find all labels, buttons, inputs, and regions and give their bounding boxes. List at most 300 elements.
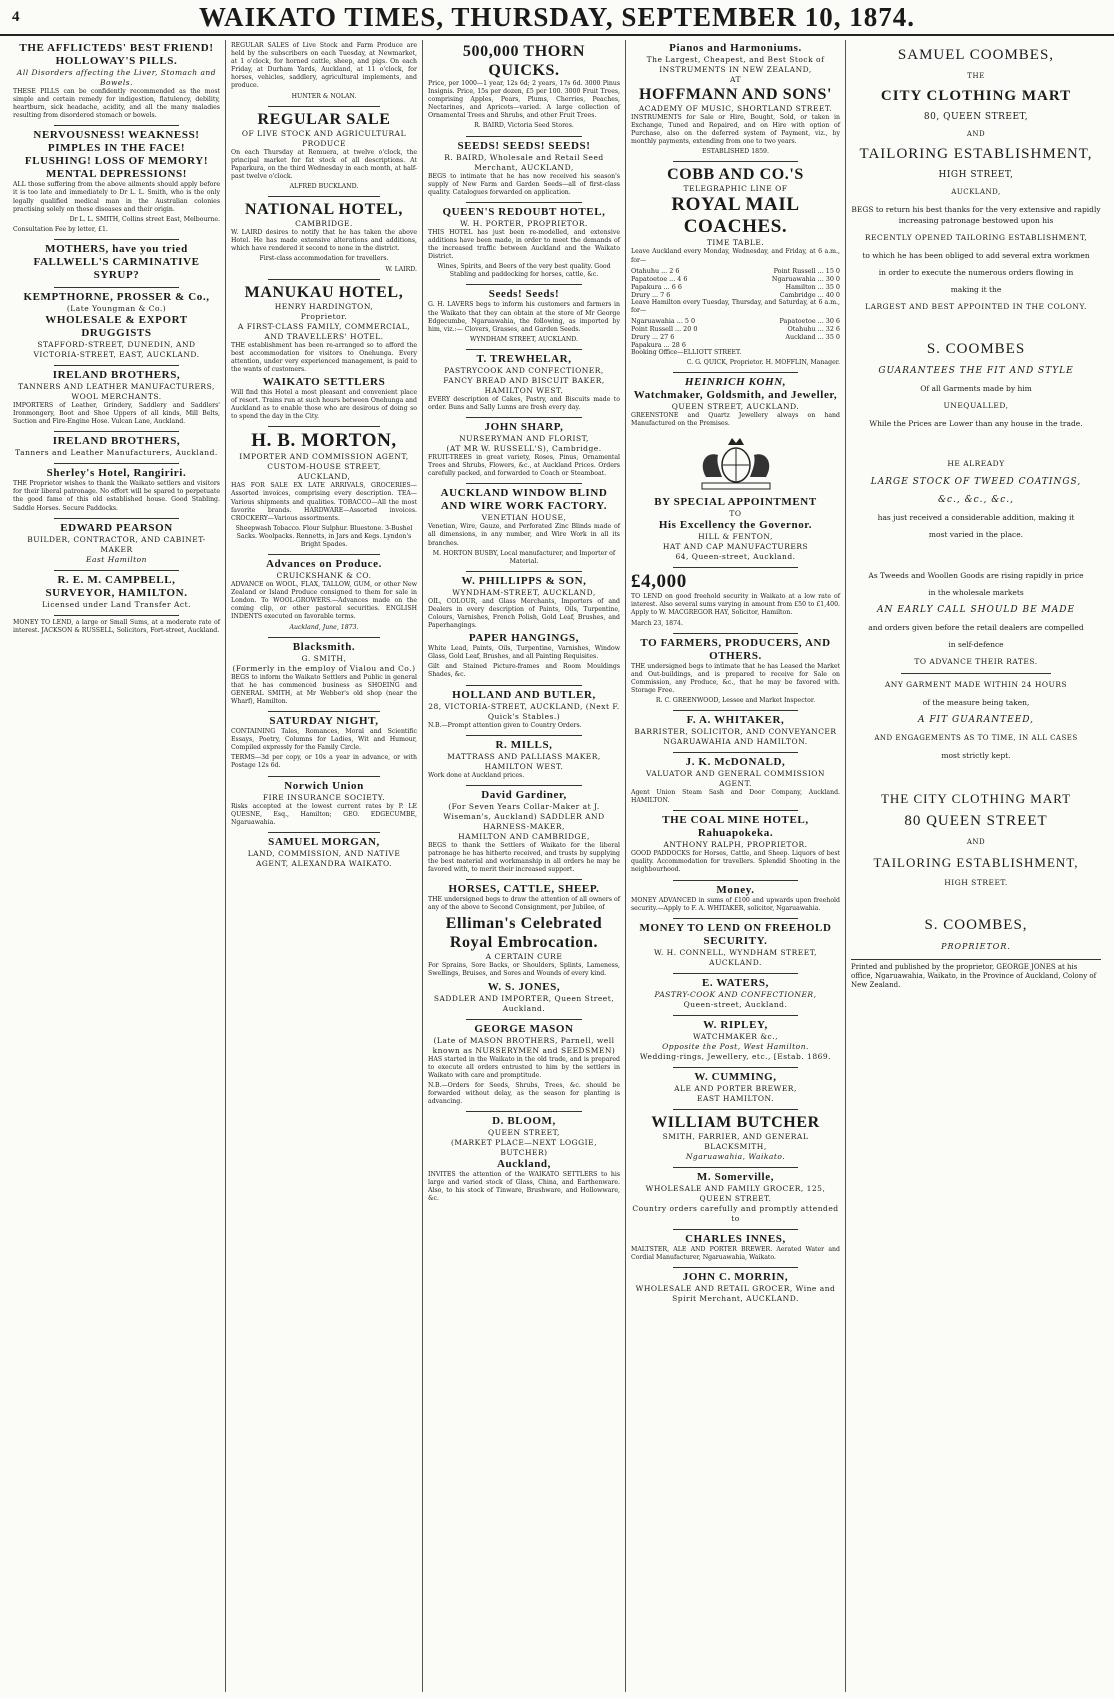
ad-heading: S. COOMBES, <box>924 917 1028 933</box>
spacer <box>851 435 1101 453</box>
ad-subheading: Tanners and Leather Manufacturers, Auckland. <box>15 448 218 458</box>
divider <box>268 711 380 712</box>
ad-phillipps <box>428 575 620 680</box>
ad-dr-smith <box>13 129 220 234</box>
ad-subheading: ANTHONY RALPH, PROPRIETOR. <box>663 840 808 850</box>
divider <box>901 673 1051 674</box>
ad-subheading: AUCKLAND, <box>297 472 351 482</box>
ad-heading: Blacksmith. <box>292 640 356 653</box>
ad-heading: M. Somerville, <box>696 1170 775 1183</box>
divider <box>54 463 178 464</box>
divider <box>466 202 581 203</box>
timetable-row: Papakura ... 6 6 Hamilton ... 35 0 <box>631 282 840 291</box>
ad-subheading: (For Seven Years Collar-Maker at J. Wiseman's, Auckland) SADDLER AND HARNESS-MAKER, <box>443 801 605 831</box>
ad-subheading: TANNERS AND LEATHER MANUFACTURERS, WOOL MERCHANTS. <box>18 381 215 401</box>
ad-heading: IRELAND BROTHERS, <box>52 435 181 448</box>
divider <box>268 776 380 777</box>
divider <box>673 372 798 373</box>
ad-line: AND <box>966 838 986 846</box>
ad-morton <box>231 430 417 549</box>
ad-body: BEGS to inform the Waikato Settlers and Public in general that he has commenced business as SHOEING and GENERAL SMITH, at Mr Webber's old shop (near the Wharf), Hamilton. <box>231 673 417 705</box>
ad-heading: SAMUEL COOMBES, <box>897 47 1055 63</box>
ad-elliman <box>428 883 620 1013</box>
ad-subheading: 28, VICTORIA-STREET, AUCKLAND, (Next F. Quick's Stables.) <box>428 701 620 721</box>
ad-blacksmith <box>231 641 417 706</box>
ad-heading: SATURDAY NIGHT, <box>269 715 379 728</box>
ad-body: IMPORTERS of Leather, Grindery, Saddlery and Saddlers' Ironmongery, Boot and Shoe Uppers of all kinds, Mill Belts, Suction and Fire-Engine Hose. Vulcan Lane, Auckland. <box>13 401 220 426</box>
timetable-row: Ngaruawahia ... 5 0 Papatoetoe ... 30 6 <box>631 316 840 325</box>
ad-line: BEGS to return his best thanks for the very extensive and rapidly increasing patronage bestowed upon his <box>851 205 1101 225</box>
ad-body: Agent Union Steam Sash and Door Company, Auckland. HAMILTON. <box>631 789 840 805</box>
ad-heading: E. WATERS, <box>701 976 770 989</box>
ad-body: INSTRUMENTS for Sale or Hire, Bought, Sold, or taken in Exchange, Tuned and Repaired, and on Hire with option of Purchase, also on the deferred system of Payment, viz., by monthly payments, extending from one to two years. ESTABLISHED 1859. <box>631 114 840 156</box>
ad-heading: WHOLESALE & EXPORT DRUGGISTS <box>45 313 188 339</box>
ad-line: of the measure being taken, <box>922 698 1030 707</box>
ad-subheading: STAFFORD-STREET, DUNEDIN, AND VICTORIA-STREET, EAST, AUCKLAND. <box>33 339 200 359</box>
ad-innes <box>631 1233 840 1262</box>
divider <box>673 752 798 753</box>
ad-norwich-union <box>231 780 417 827</box>
ad-subheading: East Hamilton <box>86 554 147 564</box>
ad-kohn <box>631 376 840 428</box>
divider <box>673 161 798 162</box>
ad-heading: D. BLOOM, <box>492 1115 556 1128</box>
ad-body: OIL, COLOUR, and Glass Merchants, Importers of and Dealers in every description of Paints, Oils, Turpentine, Colours, Varnishes, French Polish, Gold Leaf, Brushes, and Paperhangings. <box>428 597 620 630</box>
ad-body: Work done at Auckland prices. <box>428 771 525 779</box>
ad-line: LARGE STOCK OF TWEED COATINGS, <box>870 477 1082 487</box>
ad-body: MALTSTER, ALE AND PORTER BREWER. Aerated Water and Cordial Manufacturer, Ngaruawahia, Waikato. <box>631 1245 840 1261</box>
royal-crest-icon <box>676 433 796 493</box>
ad-heading: Watchmaker, Goldsmith, and Jeweller, <box>633 389 838 402</box>
ad-subheading: R. BAIRD, Wholesale and Retail Seed Merchant, AUCKLAND, <box>444 152 604 172</box>
ad-heading: Seeds! Seeds! <box>488 288 560 301</box>
ad-heading: SAMUEL MORGAN, <box>268 835 380 848</box>
printer-imprint: Printed and published by the proprietor, GEORGE JONES at his office, Ngaruawahia, Waikato, in the Province of Auckland, Colony of New Zealand. <box>851 959 1101 990</box>
ad-heading: F. A. WHITAKER, <box>686 714 785 727</box>
ad-subheading: G. SMITH, <box>301 653 347 663</box>
ad-subheading: CRUICKSHANK & CO. <box>276 571 372 581</box>
ad-subheading: HILL & FENTON, <box>698 532 773 542</box>
ad-heading: REGULAR SALE <box>257 110 391 128</box>
ad-coal-mine-hotel <box>631 814 840 874</box>
ad-body: White Lead, Paints, Oils, Turpentine, Varnishes, Window Glass, Gold Leaf, Brushes, and all Painting Requisites. Gilt and Stained Picture-frames and Room Mouldings Shades, &c. <box>428 645 620 679</box>
ad-money <box>631 884 840 913</box>
ad-heading: IRELAND BROTHERS, <box>52 368 181 381</box>
ad-hoffmann <box>631 42 840 156</box>
divider <box>268 196 380 197</box>
ad-line: AN EARLY CALL SHOULD BE MADE <box>876 605 1076 615</box>
ad-heading: TAILORING ESTABLISHMENT, <box>859 146 1093 162</box>
ad-hill-fenton <box>631 496 840 562</box>
ad-subheading: W. H. CONNELL, WYNDHAM STREET, AUCKLAND. <box>654 947 817 967</box>
ad-heading: WILLIAM BUTCHER <box>651 1113 820 1131</box>
column-3 <box>423 40 626 1692</box>
ad-heading: BY SPECIAL APPOINTMENT <box>654 496 817 509</box>
ad-line: and orders given before the retail dealers are compelled <box>868 623 1084 632</box>
divider <box>268 426 380 427</box>
ad-subheading: EAST HAMILTON. <box>696 1093 774 1103</box>
divider <box>673 633 798 634</box>
divider <box>673 567 798 568</box>
ad-body: Price, per 1000—1 year, 12s 6d; 2 years, 17s 6d. 3000 Pinus Insignis. Price, 15s per dozen, £5 per 100. 3000 Fruit Trees, comprising Apples, Pears, Plums, Cherries, Peaches, Nectarines, and Apricots—varied. A large collection of Ornamental Trees and Shrubs, and other Fruit Trees. R. BAIRD, Victoria Seed Stores. <box>428 80 620 130</box>
ad-heading: H. B. MORTON, <box>251 430 397 452</box>
ad-subheading: W. H. PORTER, PROPRIETOR. <box>460 218 588 228</box>
ad-subheading: PASTRYCOOK AND CONFECTIONER, FANCY BREAD AND BISCUIT BAKER, <box>443 365 605 385</box>
ad-subheading: HAMILTON AND CAMBRIDGE, <box>458 831 590 841</box>
divider <box>268 832 380 833</box>
divider <box>466 1111 581 1112</box>
ad-george-mason <box>428 1023 620 1107</box>
column-1 <box>8 40 226 1692</box>
ad-heading: Sherley's Hotel, Rangiriri. <box>46 467 187 480</box>
ad-subheading: NGARUAWAHIA AND HAMILTON. <box>663 737 808 747</box>
divider <box>466 483 581 484</box>
spacer <box>851 546 1101 564</box>
ad-heading: Pianos and Harmoniums. <box>669 42 802 54</box>
divider <box>466 136 581 137</box>
ad-window-blind <box>428 487 620 565</box>
ad-heading: R. MILLS, <box>495 738 553 751</box>
ad-holland-butler <box>428 689 620 730</box>
divider <box>54 518 178 519</box>
ad-heading: NERVOUSNESS! WEAKNESS! PIMPLES IN THE FACE! FLUSHING! LOSS OF MEMORY! MENTAL DEPRESSIONS! <box>24 129 209 181</box>
divider <box>466 417 581 418</box>
divider <box>54 570 178 571</box>
ad-line: HIGH STREET. <box>944 878 1008 887</box>
divider <box>54 239 178 240</box>
ad-line: TO ADVANCE THEIR RATES. <box>914 657 1038 666</box>
ad-line: to which he has been obliged to add several extra workmen <box>862 251 1090 260</box>
ad-heading: PAPER HANGINGS, <box>468 632 580 645</box>
ad-body: THESE PILLS can be confidently recommended as the most simple and certain remedy for indigestion, flatulency, debility, heartburn, sick headache, acidity, and all the many maladies resulting from disordered stomach or bowels. <box>13 88 220 120</box>
divider <box>466 785 581 786</box>
ad-subheading: OF LIVE STOCK AND AGRICULTURAL PRODUCE <box>241 128 407 148</box>
ad-heading: W. PHILLIPPS & SON, <box>461 574 587 587</box>
ad-heading: MOTHERS, have you tried FALLWELL'S CARMINATIVE SYRUP? <box>33 242 200 281</box>
ad-body: THE undersigned begs to draw the attention of all owners of any of the above to Second Consignment, per Jubilee, of <box>428 896 620 912</box>
ad-manukau-hotel <box>231 283 417 422</box>
ad-heading: Money. <box>716 883 755 896</box>
ad-samuel-morgan <box>231 836 417 869</box>
ad-heading: EDWARD PEARSON <box>60 521 173 534</box>
ad-heading: His Excellency the Governor. <box>658 519 813 532</box>
divider <box>673 710 798 711</box>
ad-body: BEGS to thank the Settlers of Waikato for the liberal patronage he has hitherto received, and trusts by supplying the best material and workmanship in all orders he may be favored with, to merit their increased support. <box>428 841 620 874</box>
ad-subheading: Ngaruawahia, Waikato. <box>685 1151 786 1161</box>
ad-line: GUARANTEES THE FIT AND STYLE <box>878 366 1074 376</box>
ad-subheading: HENRY HARDINGTON, <box>274 301 374 311</box>
ad-body: Will find this Hotel a most pleasant and convenient place of resort. Trains run at such hours between Onehunga and Auckland as to enable those who are desirous of doing so to spend the day in the City. <box>231 388 417 421</box>
ad-subheading: (Formerly in the employ of Vialou and Co.) <box>232 663 416 673</box>
timetable-row: Point Russell ... 20 0 Otahuhu ... 32 6 <box>631 324 840 333</box>
ad-subheading: BUILDER, CONTRACTOR, AND CABINET-MAKER <box>27 534 206 554</box>
ad-ireland-1 <box>13 369 220 426</box>
ad-heading: WAIKATO SETTLERS <box>262 375 386 388</box>
ad-heading: Auckland, <box>496 1158 551 1171</box>
divider <box>54 615 178 616</box>
ad-body: HAS started in the Waikato in the old trade, and is prepared to execute all orders entrusted to him by the settlers in Waikato with care and promptitude. N.B.—Orders for Seeds, Shrubs, Trees, &c. should be forwarded without delay, as the season for planting is advancing. <box>428 1055 620 1105</box>
divider <box>673 973 798 974</box>
divider <box>673 810 798 811</box>
timetable-row: Otahuhu ... 2 6 Point Russell ... 15 0 <box>631 266 840 275</box>
ad-subheading: ACADEMY OF MUSIC, SHORTLAND STREET. <box>638 104 833 113</box>
ad-body: REGULAR SALES of Live Stock and Farm Produce are held by the subscribers on each Tuesday, at Newmarket, at 1 o'clock, for horned cattle, sheep, and pigs. On each Friday, at Durham Yards, Auckland, at 11 o'clock, for horses, vehicles, saddlery, agricultural implements, and produce. HUNTER & NOLAN. <box>231 42 417 100</box>
divider <box>466 284 581 285</box>
ad-seeds-baird <box>428 140 620 197</box>
ad-heading: JOHN C. MORRIN, <box>682 1270 789 1283</box>
divider <box>466 735 581 736</box>
ad-heading: AUCKLAND WINDOW BLIND AND WIRE WORK FACTORY. <box>440 487 608 513</box>
ad-heading: JOHN SHARP, <box>484 421 564 434</box>
ad-connell <box>631 922 840 968</box>
ad-sherley-hotel <box>13 467 220 512</box>
ad-line: AUCKLAND, <box>951 188 1001 196</box>
ad-farmers <box>631 637 840 705</box>
ad-heading: HOLLAND AND BUTLER, <box>452 688 596 701</box>
ad-subheading: Licensed under Land Transfer Act. <box>41 599 192 609</box>
ad-line: While the Prices are Lower than any house in the trade. <box>869 419 1083 428</box>
divider <box>673 918 798 919</box>
ad-william-butcher <box>631 1113 840 1162</box>
divider <box>673 1015 798 1016</box>
ad-line: ANY GARMENT MADE WITHIN 24 HOURS <box>884 680 1068 689</box>
ad-subheading: TO <box>729 509 742 519</box>
ad-subheading: TELEGRAPHIC LINE OF <box>683 184 788 194</box>
ad-cumming <box>631 1071 840 1104</box>
ad-line: &c., &c., &c., <box>937 495 1015 505</box>
ad-body: On each Thursday at Remuera, at twelve o'clock, the principal market for fat stock of all descriptions. At Paparkura, on the third Wednesday in each month, at half-past twelve o'clock. ALFRED BUCKLAND. <box>231 148 417 191</box>
ad-line: As Tweeds and Woollen Goods are rising rapidly in price <box>868 571 1084 580</box>
ad-line: LARGEST AND BEST APPOINTED IN THE COLONY. <box>865 302 1087 311</box>
ad-heading: MONEY TO LEND ON FREEHOLD SECURITY. <box>639 921 832 947</box>
timetable-outbound <box>631 267 840 299</box>
divider <box>673 1267 798 1268</box>
ad-subheading: WHOLESALE AND RETAIL GROCER, Wine and Spirit Merchant, AUCKLAND. <box>635 1283 836 1303</box>
ad-pearson <box>13 522 220 565</box>
ad-subheading: Proprietor. <box>300 311 348 321</box>
ad-heading: HOLLOWAY'S PILLS. <box>55 55 178 67</box>
divider <box>54 365 178 366</box>
divider <box>673 1229 798 1230</box>
ad-subheading: Wedding-rings, Jewellery, etc., [Estab. 1869. <box>639 1051 832 1061</box>
ad-body: THIS HOTEL has just been re-modelled, and extensive additions have been made, in order to meet the demands of the increased traffic between Auckland and the Waikato District. Wines, Spirits, and Beers of the very best quality. Good Stabling and paddocking for horses, cattle, &c. <box>428 228 620 279</box>
ad-mills <box>428 739 620 780</box>
columns <box>8 40 1106 1692</box>
divider <box>466 1019 581 1020</box>
ad-heading: COBB AND CO.'S <box>667 166 804 184</box>
ad-line: HIGH STREET, <box>938 170 1014 180</box>
ad-subheading: PASTRY-COOK AND CONFECTIONER, <box>654 989 817 999</box>
divider <box>268 279 380 280</box>
ad-subheading: CAMBRIDGE. <box>295 219 353 229</box>
ad-body: Risks accepted at the lowest current rates by P. LE QUESNE, Esq., Hamilton; GEO. EDGECUMBE, Ngaruawahia. <box>231 802 417 826</box>
ad-heading: HOFFMANN AND SONS' <box>638 86 833 103</box>
ad-subheading: NURSERYMAN AND FLORIST, <box>459 434 589 444</box>
ad-heading: W. S. JONES, <box>487 980 561 993</box>
ad-body: INVITES the attention of the WAIKATO SETTLERS to his large and varied stock of Glass, China, and Earthenware. Also, to his stock of Tinware, Brushware, and Hollowware, &c. <box>428 1171 620 1203</box>
ad-subheading: Queen-street, Auckland. <box>683 999 788 1009</box>
ad-subheading: HAMILTON WEST. <box>484 385 564 395</box>
ad-waters <box>631 977 840 1010</box>
spacer <box>851 894 1101 912</box>
ad-somerville <box>631 1171 840 1224</box>
ad-heading: THE AFFLICTEDS' BEST FRIEND! <box>19 42 214 54</box>
ad-line: making it the <box>950 285 1002 294</box>
spacer <box>851 318 1101 336</box>
ad-line: AND ENGAGEMENTS AS TO TIME, IN ALL CASES <box>874 734 1078 742</box>
ad-body: Venetian, Wire, Gauze, and Perforated Zinc Blinds made of all dimensions, in any number, and Wire Work in all its branches. M. HORTON BUSBY, Local manufacturer, and Importer of Material. <box>428 523 620 565</box>
ad-body: Booking Office—ELLIOTT STREET. C. G. QUICK, Proprietor. H. MOFFLIN, Manager. <box>631 348 840 366</box>
ad-heading: GEORGE MASON <box>474 1022 574 1035</box>
ad-subheading: (AT MR W. RUSSELL'S), Cambridge. <box>446 444 602 454</box>
ad-heading: SURVEYOR, HAMILTON. <box>45 586 188 599</box>
ad-heading: KEMPTHORNE, PROSSER & Co., <box>23 290 210 303</box>
ad-national-hotel <box>231 200 417 273</box>
ad-body: GREENSTONE and Quartz Jewellery always on hand Manufactured on the Premises. <box>631 412 840 428</box>
ad-line: PROPRIETOR. <box>941 942 1011 951</box>
ad-subheading: All Disorders affecting the Liver, Stomach and Bowels. <box>16 68 217 87</box>
ad-subheading: HAT AND CAP MANUFACTURERS <box>662 542 809 552</box>
ad-subheading: VALUATOR AND GENERAL COMMISSION AGENT. <box>645 769 825 789</box>
ad-heading: MANUKAU HOTEL, <box>244 283 404 301</box>
ad-subheading: FIRE INSURANCE SOCIETY. <box>262 792 386 802</box>
ad-line: AND <box>966 130 986 138</box>
ad-body: W. LAIRD desires to notify that he has taken the above Hotel. He has made extensive alterations and additions, which have rendered it second to none in the district. First-class accommodation for travellers. W. LAIRD. <box>231 229 417 273</box>
divider <box>673 1167 798 1168</box>
ad-mcdonald <box>631 756 840 805</box>
ad-body: TO LEND on good freehold security in Waikato at a low rate of interest. Also several sums varying in amount from £50 to £1,400. Apply to W. MACGREGOR HAY, Solicitor, Hamilton. March 23, 1874. <box>631 593 840 627</box>
ad-heading: £4,000 <box>631 571 687 593</box>
divider <box>466 349 581 350</box>
ad-subheading: WYNDHAM-STREET, AUCKLAND, <box>452 587 596 597</box>
timetable-row: Papatoetoe ... 4 6 Ngaruawahia ... 30 0 <box>631 274 840 283</box>
ad-subheading: (Late of MASON BROTHERS, Parnell, well known as NURSERYMEN and SEEDSMEN) <box>432 1035 616 1055</box>
ad-subheading: Opposite the Post, West Hamilton. <box>662 1041 809 1051</box>
ad-line: A FIT GUARANTEED, <box>917 715 1035 725</box>
ad-line: in order to execute the numerous orders flowing in <box>878 268 1074 277</box>
ad-line: HE ALREADY <box>947 459 1005 468</box>
ad-line: has just received a considerable addition, making it <box>877 513 1075 522</box>
ad-lavers-seeds <box>428 288 620 343</box>
divider <box>268 637 380 638</box>
ad-money-4000 <box>631 571 840 627</box>
ad-hunter-nolan <box>231 42 417 101</box>
ad-holloway <box>13 42 220 120</box>
timetable-row: Drury ... 7 6 Cambridge ... 40 0 <box>631 290 840 299</box>
ad-whitaker <box>631 714 840 747</box>
timetable-row: Drury ... 27 6 Auckland ... 35 0 <box>631 332 840 341</box>
column-5-coombes-ad <box>846 40 1106 1692</box>
ad-heading: W. CUMMING, <box>694 1070 777 1083</box>
ad-heading: HORSES, CATTLE, SHEEP. <box>448 883 600 896</box>
ad-subheading: LAND, COMMISSION, AND NATIVE AGENT, ALEXANDRA WAIKATO. <box>247 848 401 868</box>
ad-heading: HEINRICH KOHN, <box>684 376 787 389</box>
divider <box>268 554 380 555</box>
ad-heading: J. K. McDONALD, <box>685 756 786 769</box>
ad-body: THE undersigned begs to intimate that he has Leased the Market and Out-buildings, and is prepared to receive for Sale on Commission, any Produce, &c., that he may be favored with. Storage Free. R. C. GREENWOOD, Lessee and Market Inspector. <box>631 662 840 704</box>
ad-heading: SEEDS! SEEDS! SEEDS! <box>457 139 591 152</box>
ad-cobb-coaches <box>631 165 840 367</box>
ad-heading: T. TREWHELAR, <box>476 352 572 365</box>
ad-heading: W. RIPLEY, <box>703 1018 768 1031</box>
ad-heading: THE CITY CLOTHING MART <box>880 791 1072 806</box>
ad-body: N.B.—Prompt attention given to Country Orders. <box>428 721 582 729</box>
divider <box>54 287 178 288</box>
ad-heading: Rahuapokeka. <box>697 827 774 840</box>
ad-subheading: Country orders carefully and promptly attended to <box>632 1203 839 1223</box>
ad-kempthorne <box>13 291 220 360</box>
ad-heading: 80 QUEEN STREET <box>904 813 1048 829</box>
ad-body: BEGS to intimate that he has now received his season's supply of New Farm and Garden Seeds—all of first-class quality. Catalogues forwarded on application. <box>428 172 620 196</box>
ad-fallwell <box>13 243 220 282</box>
divider <box>54 431 178 432</box>
ad-line: 80, QUEEN STREET, <box>923 112 1029 122</box>
ad-body: GOOD PADDOCKS for Horses, Cattle, and Sheep. Liquors of best quality. Accommodation for travellers. Splendid Shooting in the neighbourhood. <box>631 850 840 874</box>
ad-body: CONTAINING Tales, Romances, Moral and Scientific Essays, Poetry, Columns for Ladies, Wit and Humour, Compiled expressly for the Family Circle. TERMS—3d per copy, or 10s a year in advance, or with Postage 12s 6d. <box>231 728 417 770</box>
ad-campbell <box>13 574 220 610</box>
ad-queens-redoubt <box>428 206 620 280</box>
timetable-row: Papakura ... 28 6 <box>631 340 686 349</box>
ad-line: most strictly kept. <box>941 751 1011 760</box>
ad-heading: David Gardiner, <box>481 788 567 801</box>
spacer <box>851 767 1101 785</box>
divider <box>268 106 380 107</box>
divider <box>673 880 798 881</box>
ad-regular-sale <box>231 110 417 191</box>
ad-line: Of all Garments made by him <box>920 384 1032 393</box>
ad-heading: R. E. M. CAMPBELL, <box>57 573 176 586</box>
ad-subheading: TIME TABLE. <box>706 238 765 248</box>
ad-body: THE Proprietor wishes to thank the Waikato settlers and visitors for their liberal patronage. No effort will be spared to perpetuate the good fame of this old established house. Good Stabling. Saddle Horses. Secure Paddocks. <box>13 480 220 512</box>
ad-body: FRUIT-TREES in great variety, Roses, Pinus, Ornamental Trees and Shrubs, Flowers, &c., at Auckland Prices. Orders carefully packed, and forwarded to Coach or Steamboat. <box>428 454 620 478</box>
ad-thorn-quicks <box>428 42 620 131</box>
ad-john-sharp <box>428 421 620 478</box>
ad-morrin <box>631 1271 840 1304</box>
divider <box>466 879 581 880</box>
ad-heading: 500,000 THORN QUICKS. <box>462 43 586 79</box>
ad-heading: CHARLES INNES, <box>685 1232 786 1245</box>
ad-heading: QUEEN'S REDOUBT HOTEL, <box>442 205 606 218</box>
divider <box>54 125 178 126</box>
ad-subheading: A CERTAIN CURE <box>485 952 563 962</box>
ad-line: RECENTLY OPENED TAILORING ESTABLISHMENT, <box>864 233 1088 242</box>
ad-body: ADVANCE on WOOL, FLAX, TALLOW, GUM, or other New Zealand or Island Produce consigned to them for sale in London. To WOOL-GROWERS.—Advances made on the coming clip, or other pastoral securities. ENGLISH INDENTS executed on favorable terms. Auckland, June, 1873. <box>231 581 417 631</box>
ad-heading: TAILORING ESTABLISHMENT, <box>873 855 1079 870</box>
ad-subheading: The Largest, Cheapest, and Best Stock of <box>646 55 825 64</box>
ad-subheading: CUSTOM-HOUSE STREET, <box>267 462 381 472</box>
ad-ripley <box>631 1019 840 1062</box>
ad-body: EVERY description of Cakes, Pastry, and Biscuits made to order. Buns and Sally Lunns are fresh every day. <box>428 395 620 411</box>
ad-body: HAS FOR SALE EX LATE ARRIVALS, GROCERIES—Assorted invoices, comprising every description. TEA—Various shipments and qualities. TOBACCO—All the most favorite brands. HARDWARE—Assorted invoices. CROCKERY—Various assortments. Sheepwash Tobacco. Flour Sulphur. Bluestone. 3-Bushel Sacks. Woolpacks. Rennetts, in Jars and Kegs. Lyndon's Bright Spades. <box>231 482 417 548</box>
page-number: 4 <box>12 8 20 25</box>
ad-subheading: INSTRUMENTS IN NEW ZEALAND, <box>659 65 812 74</box>
ad-subheading: SMITH, FARRIER, AND GENERAL BLACKSMITH, <box>662 1131 809 1151</box>
ad-line: most varied in the place. <box>928 530 1024 539</box>
ad-body: For Sprains, Sore Backs, or Shoulders, Splints, Lameness, Swellings, Bruises, and Sores and Wounds of every kind. <box>428 962 620 978</box>
ad-subheading: SADDLER AND IMPORTER, Queen Street, Auckland. <box>433 993 615 1013</box>
column-2 <box>226 40 423 1692</box>
ad-subheading: MATTRASS AND PALLIASS MAKER, HAMILTON WEST. <box>447 751 601 771</box>
ad-body: G. H. LAVERS begs to inform his customers and farmers in the Waikato that they can obtain at the store of Mr George Edgecumbe, Ngaruawahia, the following, as imported by him, viz.:— Clovers, Grasses, and Garden Seeds. WYNDHAM STREET, AUCKLAND. <box>428 301 620 343</box>
ad-line: in the wholesale markets <box>928 588 1024 597</box>
ad-heading: ROYAL MAIL COACHES. <box>671 194 800 238</box>
ad-body: MONEY ADVANCED in sums of £100 and upwards upon freehold security.—Apply to F. A. WHITAKER, solicitor, Ngaruawahia. <box>631 896 840 912</box>
ad-ireland-2 <box>13 435 220 458</box>
ad-heading: S. COOMBES <box>926 341 1026 357</box>
ad-gardiner <box>428 789 620 874</box>
ad-saturday-night <box>231 715 417 770</box>
ad-body: Leave Hamilton every Tuesday, Thursday, and Saturday, at 6 a.m., for— <box>631 298 840 314</box>
